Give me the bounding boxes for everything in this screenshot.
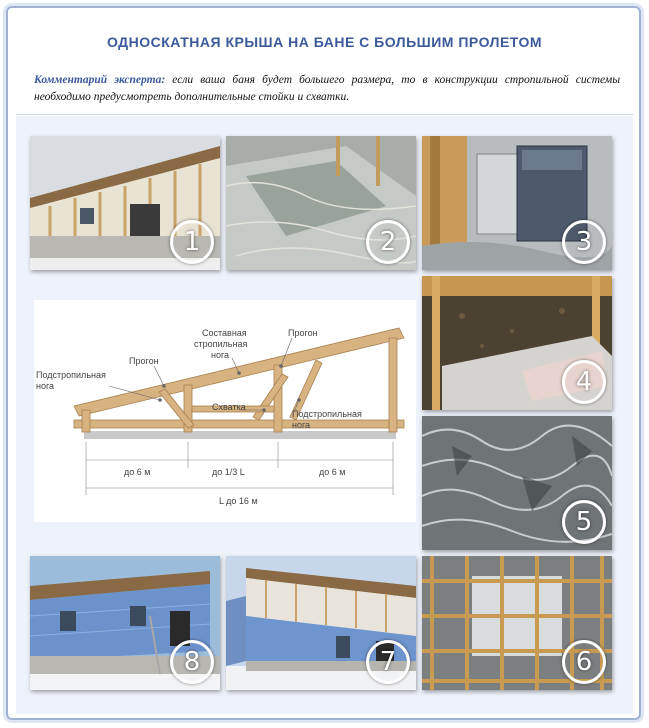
label-composite-3: нога: [211, 350, 230, 360]
label-purlin-top: Прогон: [288, 328, 318, 338]
label-sub-left-1: Подстропильная: [36, 370, 106, 380]
photo-number-badge: 7: [366, 640, 410, 684]
tie-beam: [74, 420, 404, 428]
label-sub-right-2: нога: [292, 420, 311, 430]
label-tie: Схватка: [212, 402, 246, 412]
dim-mid: до 1/3 L: [212, 467, 245, 477]
photo-number-badge: 3: [562, 220, 606, 264]
photo-2-foil-floor: [226, 136, 416, 270]
photo-number-badge: 2: [366, 220, 410, 264]
foundation: [84, 431, 396, 439]
photo-number-badge: 4: [562, 360, 606, 404]
label-composite-1: Составная: [202, 328, 247, 338]
label-sub-left-2: нога: [36, 381, 55, 391]
photo-7-house-blue-side: [226, 556, 416, 690]
dim-total: L до 16 м: [219, 496, 258, 506]
photo-3-stove: [422, 136, 612, 270]
photo-6-foil-lattice: [422, 556, 612, 690]
label-sub-right-1: Подстропильная: [292, 409, 362, 419]
dim-left: до 6 м: [124, 467, 151, 477]
comment-text: если ваша баня будет большего размера, то в конструкции стропильной системы необходимо предусмотреть дополнительные стойки и схватки.: [34, 74, 621, 103]
expert-comment: [34, 72, 620, 106]
photo-number-badge: 6: [562, 640, 606, 684]
label-purlin-left: Прогон: [129, 356, 159, 366]
photo-number-badge: 8: [170, 640, 214, 684]
label-composite-2: стропильная: [194, 339, 248, 349]
photo-number-badge: 5: [562, 500, 606, 544]
photo-5-foil-wall: [422, 416, 612, 550]
photo-8-house-blue-front: [30, 556, 220, 690]
photo-1-house-frame: [30, 136, 220, 270]
photo-4-insulation: [422, 276, 612, 410]
page-title: ОДНОСКАТНАЯ КРЫША НА БАНЕ С БОЛЬШИМ ПРОЛЕТОМ: [106, 34, 543, 50]
dim-right: до 6 м: [319, 467, 346, 477]
comment-label: Комментарий эксперта:: [34, 74, 166, 86]
photo-number-badge: 1: [170, 220, 214, 264]
header: [16, 16, 633, 115]
rafter-diagram: [34, 300, 416, 522]
